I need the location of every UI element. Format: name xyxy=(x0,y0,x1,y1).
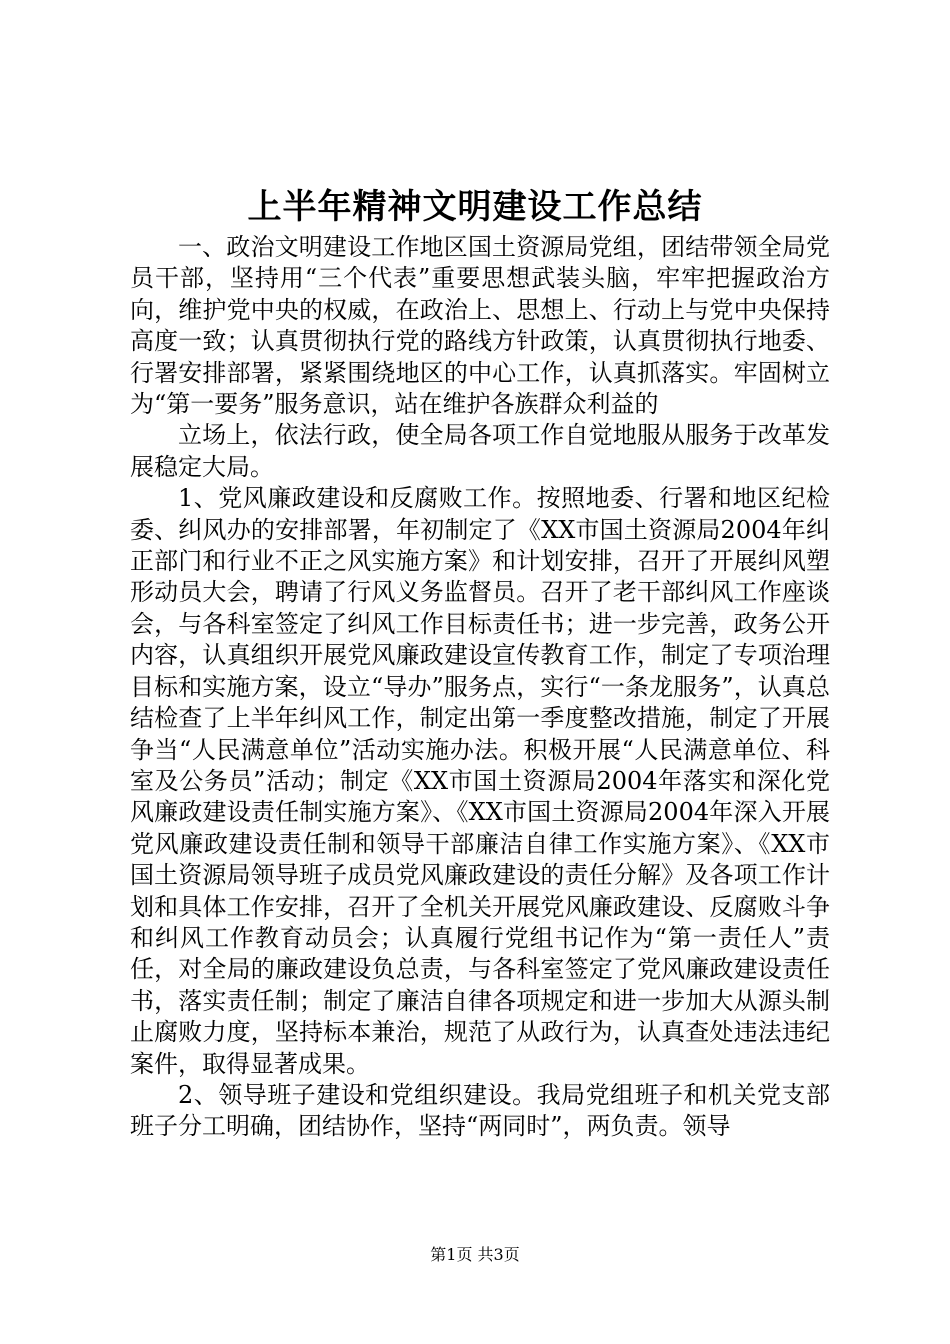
paragraph-political-civilization: 一、政治文明建设工作地区国土资源局党组，团结带领全局党员干部，坚持用“三个代表”重要思想武装头脑，牢牢把握政治方向，维护党中央的权威，在政治上、思想上、行动上与党中央保持高度一致；认真贯彻执行党的路线方针政策，认真贯彻执行地委、行署安排部署，紧紧围绕地区的中心工作，认真抓落实。牢固树立为“第一要务”服务意识，站在维护各族群众利益的 xyxy=(130,233,830,419)
paragraph-anti-corruption: 1、党风廉政建设和反腐败工作。按照地委、行署和地区纪检委、纠风办的安排部署，年初制定了《XX市国土资源局2004年纠正部门和行业不正之风实施方案》和计划安排，召开了开展纠风塑形动员大会，聘请了行风义务监督员。召开了老干部纠风工作座谈会，与各科室签定了纠风工作目标责任书；进一步完善，政务公开内容，认真组织开展党风廉政建设宣传教育工作，制定了专项治理目标和实施方案，设立“导办”服务点，实行“一条龙服务”，认真总结检查了上半年纠风工作，制定出第一季度整改措施，制定了开展争当“人民满意单位”活动实施办法。积极开展“人民满意单位、科室及公务员”活动；制定《XX市国土资源局2004年落实和深化党风廉政建设责任制实施方案》、《XX市国土资源局2004年深入开展党风廉政建设责任制和领导干部廉洁自律工作实施方案》、《XX市国土资源局领导班子成员党风廉政建设的责任分解》及各项工作计划和具体工作安排，召开了全机关开展党风廉政建设、反腐败斗争和纠风工作教育动员会；认真履行党组书记作为“第一责任人”责任，对全局的廉政建设负总责，与各科室签定了党风廉政建设责任书，落实责任制；制定了廉洁自律各项规定和进一步加大从源头制止腐败力度，坚持标本兼治，规范了从政行为，认真查处违法违纪案件，取得显著成果。 xyxy=(130,484,830,1078)
paragraph-leadership-building: 2、领导班子建设和党组织建设。我局党组班子和机关党支部班子分工明确，团结协作，坚持“两同时”，两负责。领导 xyxy=(130,1080,830,1141)
page-footer: 第1页 共3页 xyxy=(430,1245,520,1264)
paragraph-standpoint: 立场上，依法行政，使全局各项工作自觉地服从服务于改革发展稳定大局。 xyxy=(130,421,830,481)
document-body xyxy=(130,232,830,1143)
document-title: 上半年精神文明建设工作总结 xyxy=(247,187,703,227)
